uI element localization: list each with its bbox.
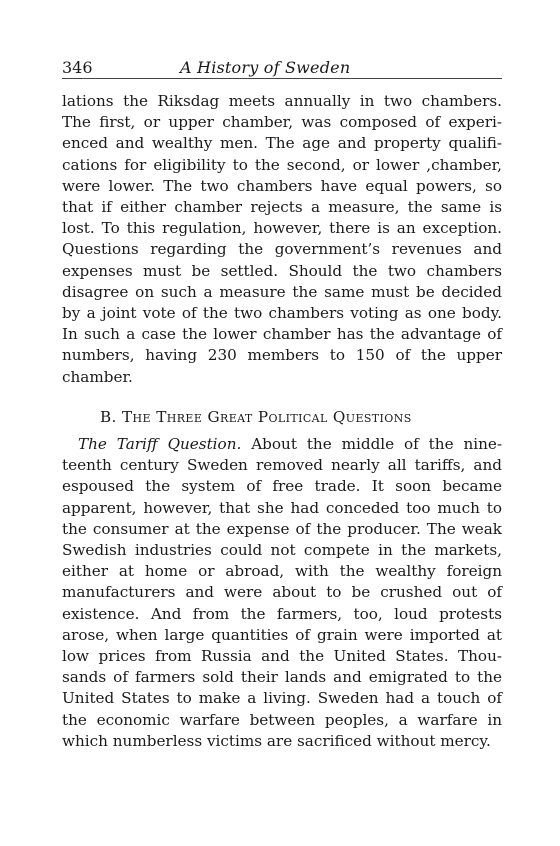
book-page [62,52,502,752]
run-in-heading: The Tariff Question. [78,435,242,454]
running-title: A History of Sweden [180,58,351,77]
paragraph-tariff-question [62,434,502,752]
page-header [62,52,502,79]
section-letter: B. [100,407,117,426]
section-heading [62,407,502,428]
paragraph-tariff-body: About the middle of the nineteenth century Sweden removed nearly all tariffs, and espoused the system of free trade. It soon became apparent, however, that she had conceded too much to the consumer at the expense of the producer. The weak Swedish industries could not compete in the markets, either at home or abroad, with the wealthy foreign manufacturers and were about to be crushed out of existence. And from the farmers, too, loud protests arose, when large quantities of grain were imported at low prices from Russia and the United States. Thousands of farmers sold their lands and emigrated to the United States to make a living. Sweden had a touch of the economic warfare between peoples, a warfare in which numberless victims are sacrificed without mercy. [62,435,503,750]
section-title: The Three Great Political Questions [122,407,412,426]
page-body [62,91,502,752]
page-number: 346 [62,58,93,77]
paragraph-continued: lations the Riksdag meets annually in two chambers. The first, or upper chamber, was composed of experienced and wealthy men. The age and property qualifications for eligibility to the second, or lower ,chamber, were lower. The two chambers have equal powers, so that if either chamber rejects a measure, the same is lost. To this regulation, however, there is an exception. Questions regarding the government’s revenues and expenses must be settled. Should the two chambers disagree on such a measure the same must be decided by a joint vote of the two chambers voting as one body. In such a case the lower chamber has the advantage of numbers, having 230 members to 150 of the upper chamber. [62,92,502,386]
